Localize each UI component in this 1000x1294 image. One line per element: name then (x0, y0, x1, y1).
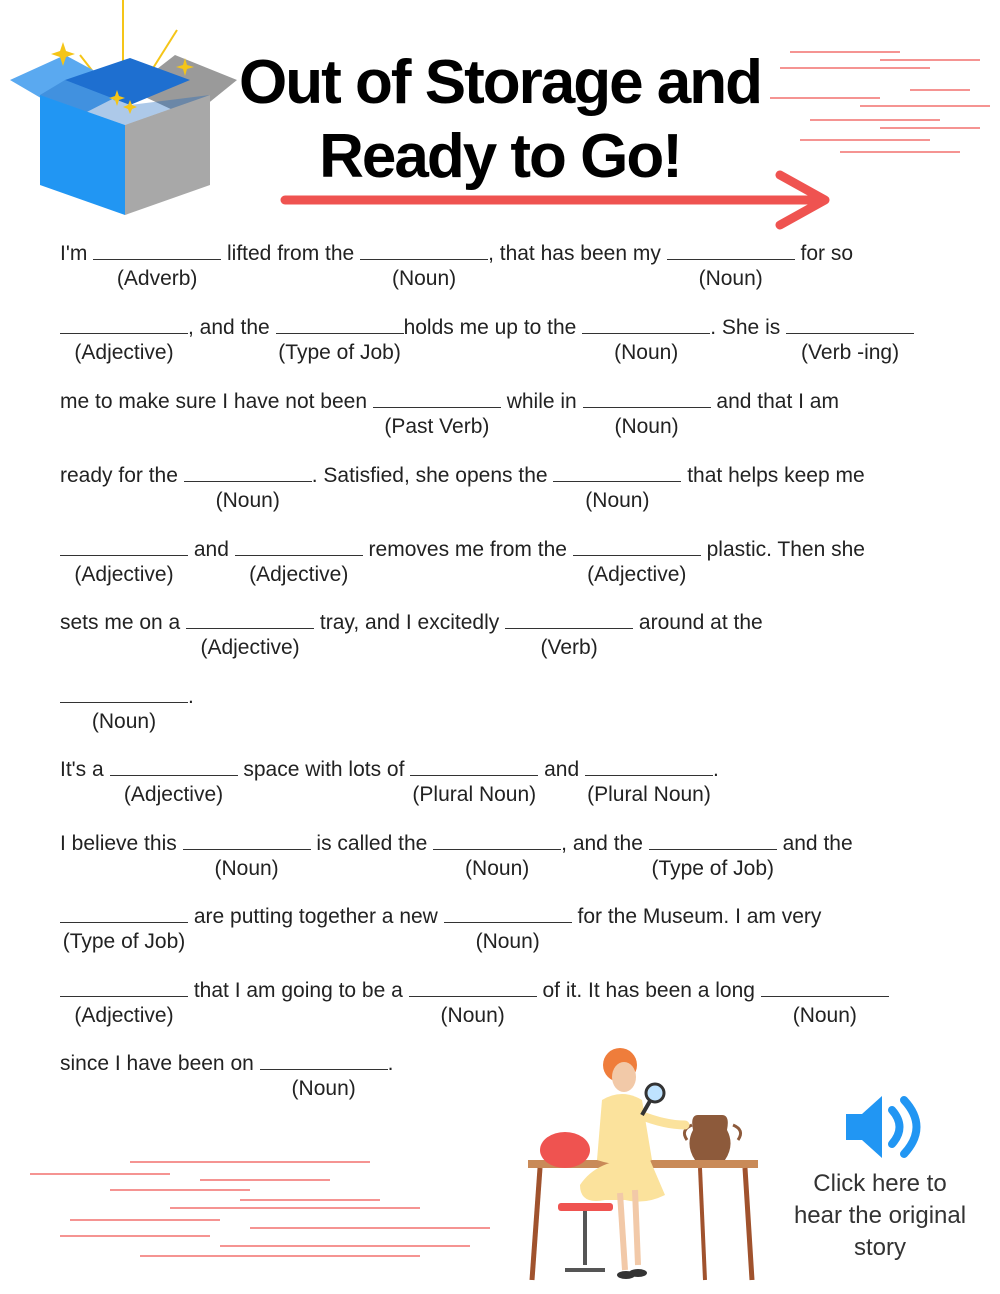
answer-blank[interactable] (183, 833, 311, 850)
arrow-icon (280, 170, 840, 230)
word-type-hint: (Noun) (475, 930, 540, 953)
answer-blank[interactable] (761, 980, 889, 997)
story-text: that I am going to be a (188, 979, 409, 1002)
story-line (60, 390, 839, 414)
word-type-hint: (Plural Noun) (412, 783, 537, 806)
story-text: , and the (188, 316, 276, 339)
answer-blank[interactable] (60, 539, 188, 556)
story-line (60, 538, 865, 562)
story-line (60, 685, 194, 709)
answer-blank[interactable] (60, 686, 188, 703)
answer-blank[interactable] (60, 317, 188, 334)
story-text: tray, and I excitedly (314, 611, 506, 634)
answer-blank[interactable] (410, 759, 538, 776)
answer-blank[interactable] (582, 317, 710, 334)
word-type-hint: (Adjective) (74, 341, 174, 364)
story-line (60, 316, 914, 340)
story-text: . She is (710, 316, 787, 339)
story-text: plastic. Then she (700, 538, 865, 561)
answer-blank[interactable] (184, 465, 312, 482)
answer-blank[interactable] (235, 539, 363, 556)
answer-blank[interactable] (93, 243, 221, 260)
answer-blank[interactable] (360, 243, 488, 260)
answer-blank[interactable] (505, 612, 633, 629)
story-text: for so (794, 242, 854, 265)
word-type-hint: (Noun) (215, 489, 280, 512)
story-line (60, 905, 821, 929)
hear-original-story-link[interactable]: Click here to hear the original story (793, 1170, 967, 1261)
story-text: me to make sure I have not been (60, 390, 373, 413)
story-text: , that has been my (488, 242, 667, 265)
story-text: while in (500, 390, 583, 413)
word-type-hint: (Noun) (792, 1004, 857, 1027)
story-text: is called the (310, 832, 434, 855)
story-text: lifted from the (221, 242, 361, 265)
answer-blank[interactable] (585, 759, 713, 776)
story-text: around at the (633, 611, 763, 634)
answer-blank[interactable] (186, 612, 314, 629)
answer-blank[interactable] (276, 317, 404, 334)
story-text: It's a (60, 758, 110, 781)
word-type-hint: (Noun) (614, 415, 679, 438)
word-type-hint: (Noun) (91, 710, 157, 733)
word-type-hint: (Plural Noun) (587, 783, 711, 806)
story-text: and (538, 758, 585, 781)
story-line (60, 242, 853, 266)
answer-blank[interactable] (583, 391, 711, 408)
story-line (60, 979, 889, 1003)
story-text: are putting together a new (188, 905, 444, 928)
word-type-hint: (Verb) (540, 636, 598, 659)
word-type-hint: (Noun) (614, 341, 679, 364)
word-type-hint: (Noun) (698, 267, 763, 290)
word-type-hint: (Past Verb) (384, 415, 490, 438)
answer-blank[interactable] (649, 833, 777, 850)
answer-blank[interactable] (553, 465, 681, 482)
word-type-hint: (Adjective) (123, 783, 224, 806)
page-title-line-2: Ready to Go! (319, 122, 681, 191)
answer-blank[interactable] (573, 539, 701, 556)
word-type-hint: (Adjective) (74, 563, 174, 586)
word-type-hint: (Noun) (214, 857, 279, 880)
page-title-line-1: Out of Storage and (239, 48, 761, 117)
word-type-hint: (Adjective) (200, 636, 300, 659)
story-text: and (188, 538, 235, 561)
story-text: and the (776, 832, 853, 855)
answer-blank[interactable] (444, 906, 572, 923)
word-type-hint: (Type of Job) (278, 341, 401, 364)
decorative-lines-bottom (0, 1150, 520, 1270)
decorative-lines-top (680, 40, 1000, 180)
speaker-icon[interactable] (842, 1092, 926, 1162)
story-text: since I have been on (60, 1052, 260, 1075)
word-type-hint: (Adjective) (249, 563, 349, 586)
story-text: of it. It has been a long (536, 979, 761, 1002)
answer-blank[interactable] (373, 391, 501, 408)
word-type-hint: (Noun) (585, 489, 650, 512)
story-line (60, 758, 719, 782)
answer-blank[interactable] (409, 980, 537, 997)
word-type-hint: (Noun) (465, 857, 530, 880)
story-text: . (387, 1052, 394, 1075)
answer-blank[interactable] (667, 243, 795, 260)
word-type-hint: (Adjective) (74, 1004, 174, 1027)
answer-blank[interactable] (60, 980, 188, 997)
answer-blank[interactable] (433, 833, 561, 850)
story-text: and that I am (710, 390, 839, 413)
story-text: removes me from the (362, 538, 573, 561)
word-type-hint: (Type of Job) (62, 930, 186, 953)
answer-blank[interactable] (110, 759, 238, 776)
story-text: ready for the (60, 464, 184, 487)
word-type-hint: (Noun) (291, 1077, 356, 1100)
story-text: I believe this (60, 832, 183, 855)
story-text: for the Museum. I am very (571, 905, 822, 928)
word-type-hint: (Adjective) (587, 563, 687, 586)
word-type-hint: (Adverb) (116, 267, 198, 290)
answer-blank[interactable] (60, 906, 188, 923)
story-text: sets me on a (60, 611, 187, 634)
story-line (60, 1052, 394, 1076)
story-text: . Satisfied, she opens the (311, 464, 554, 487)
word-type-hint: (Verb -ing) (801, 341, 900, 364)
story-text: that helps keep me (681, 464, 865, 487)
story-text: , and the (561, 832, 649, 855)
story-text: . (713, 758, 719, 781)
answer-blank[interactable] (260, 1053, 388, 1070)
story-line (60, 611, 763, 635)
story-line (60, 464, 865, 488)
story-text: . (188, 685, 194, 708)
story-text: space with lots of (237, 758, 411, 781)
word-type-hint: (Noun) (391, 267, 457, 290)
story-line (60, 832, 853, 856)
answer-blank[interactable] (786, 317, 914, 334)
archaeologist-illustration (520, 1045, 770, 1285)
word-type-hint: (Type of Job) (651, 857, 775, 880)
word-type-hint: (Noun) (440, 1004, 505, 1027)
story-text: I'm (60, 242, 94, 265)
story-text: holds me up to the (403, 316, 583, 339)
